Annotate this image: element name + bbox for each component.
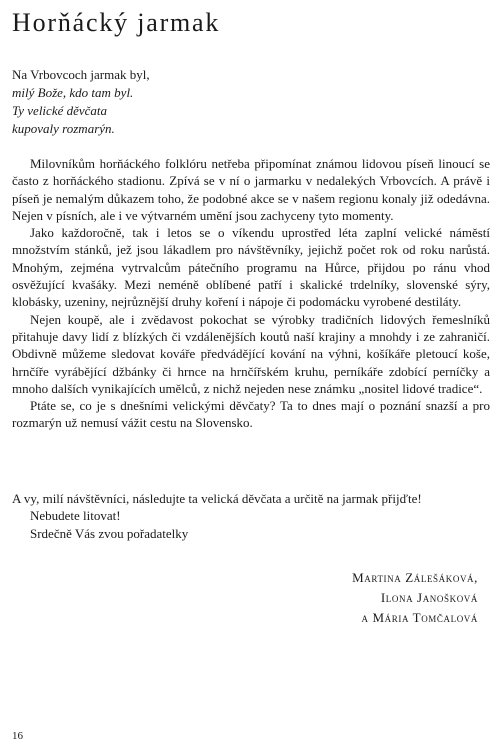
- paragraph: Milovníkům horňáckého folklóru netřeba připomínat známou lidovou píseň linoucí se často z horňáckého stadionu. Zpívá se v ní o jarmarku v nedalekých Vrbovcích. A právě i píseň je nemalým důkazem toho, že podobné akce se v našem regionu konaly již odedávna. Nejen v písních, ale i ve výtvarném umění jsou zachyceny tyto momenty.: [12, 156, 490, 223]
- signature-name: Ilona Janošková: [380, 590, 478, 605]
- folk-song-verse: [12, 66, 150, 138]
- paragraph: Nejen koupě, ale i zvědavost pokochat se výrobky tradičních lidových řemeslníků přitahuje davy lidí z blízkých či vzdálenějších koutů naší krajiny a mnohdy i ze zahraničí. Obdivně můžeme sledovat kováře předvádějící kování na výhni, košíkáře pletoucí koše, hrnčíře vyrábějící džbánky či hrnce na hrnčířském kruhu, perníkáře zdobící perníčky a mnoho dalších vynikajících umělců, z nichž nejeden nese známku „nositel lidové tradice“.: [12, 311, 490, 396]
- paragraph: Ptáte se, co je s dnešními velickými děvčaty? Ta to dnes mají o poznání snazší a pro rozmarýn už nemusí vážit cestu na Slovensko.: [12, 398, 490, 431]
- page-number: 16: [12, 730, 23, 742]
- article-body: [12, 155, 490, 432]
- verse-line: Na Vrbovcoch jarmak byl,: [12, 67, 150, 82]
- invitation-line: Srdečně Vás zvou pořadatelky: [30, 525, 189, 541]
- verse-line: kupovaly rozmarýn.: [12, 121, 115, 136]
- paragraph: Jako každoročně, tak i letos se o víkendu uprostřed léta zaplní velické náměstí množstvím stánků, jež jsou lákadlem pro návštěvníky, jejichž počet rok od roku narůstá. Mnohým, zejména vytrvalcům pátečního programu na Hůrce, přijdou po ránu vhod osvěžující kvašáky. Mezi neméně oblíbené patří i skalické trdelníky, slovenské sýry, klobásky, uzeniny, nejrůznější druhy koření i nápoje či podomácku vyrobené destiláty.: [12, 225, 490, 310]
- verse-line: milý Bože, kdo tam byl.: [12, 85, 134, 100]
- invitation-line: A vy, milí návštěvníci, následujte ta velická děvčata a určitě na jarmak přijďte!: [12, 491, 422, 506]
- signature-block: [352, 568, 478, 628]
- signature-name: a Mária Tomčalová: [361, 610, 478, 625]
- invitation-line: Nebudete litovat!: [30, 508, 121, 524]
- verse-line: Ty velické děvčata: [12, 103, 108, 118]
- page-title: Horňácký jarmak: [12, 8, 221, 37]
- signature-name: Martina Zálešáková,: [352, 570, 478, 585]
- closing-invitation: [12, 490, 490, 542]
